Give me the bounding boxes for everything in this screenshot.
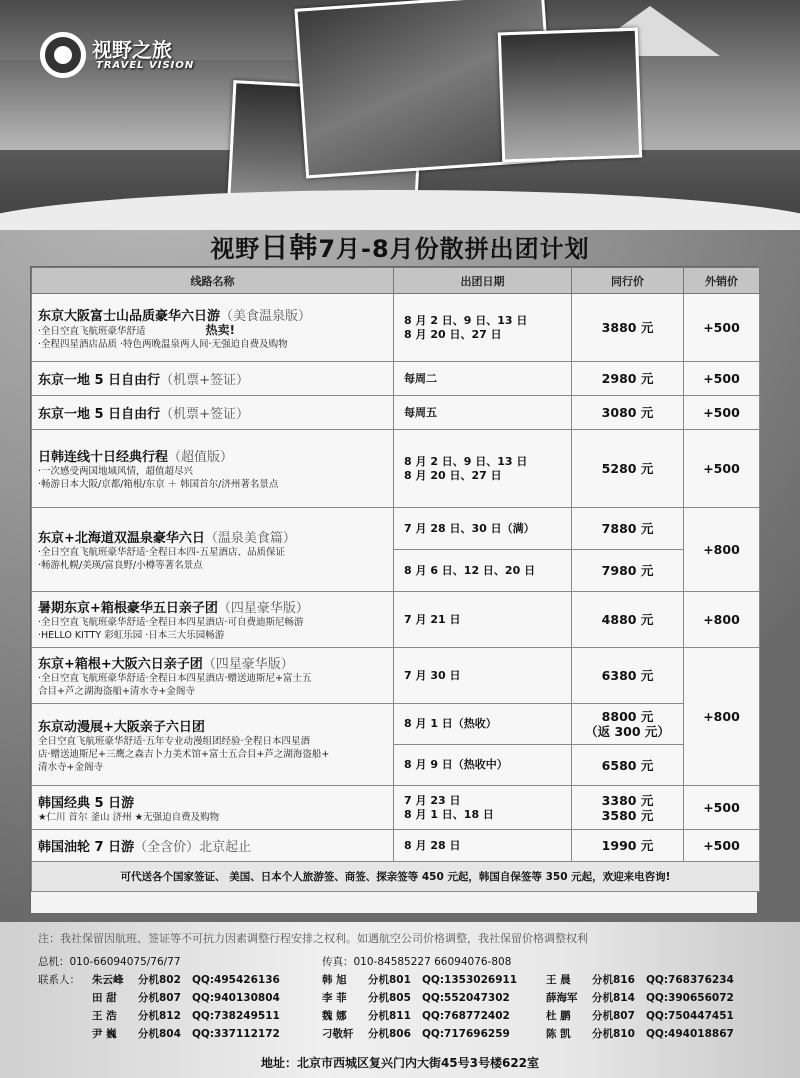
sell-price: +500: [684, 396, 760, 430]
date-cell-line: 8 月 20 日、27 日: [404, 327, 502, 341]
route-name: [38, 527, 387, 546]
table-row: [32, 396, 760, 430]
brand-name-cn: 视野之旅: [92, 38, 172, 62]
route-cell: [32, 830, 394, 862]
table-row: [32, 648, 760, 704]
route-subtitle: （美食温泉版）: [220, 308, 312, 324]
date-cell: [394, 830, 572, 862]
contact-qq: QQ:750447451: [646, 1010, 734, 1022]
price-cell-line: 3380 元: [601, 792, 654, 808]
route-name: [38, 716, 387, 735]
sell-price: +800: [684, 508, 760, 592]
contact-person: [546, 1026, 734, 1041]
notice-text: 注：我社保留因航班、签证等不可抗力因素调整行程安排之权利。如遇航空公司价格调整，我社保留价格调整权利: [38, 932, 588, 945]
route-subtitle: （机票+签证）: [160, 407, 250, 422]
contact-ext: 分机806: [368, 1028, 411, 1040]
date-cell-line: 8 月 6 日、12 日、20 日: [404, 563, 536, 577]
price-cell-line: 3880 元: [601, 320, 654, 335]
route-name: [38, 597, 387, 616]
price-cell-line: 6580 元: [601, 757, 654, 773]
route-title: 日韩连线十日经典行程: [38, 450, 169, 465]
price-cell-line: 3580 元: [601, 807, 654, 823]
contact-ext: 分机814: [592, 992, 635, 1004]
route-cell: [32, 648, 394, 704]
date-cell-line: 7 月 28 日、30 日（满）: [404, 521, 535, 535]
date-cell: [394, 508, 572, 550]
sell-price: +800: [684, 592, 760, 648]
date-cell: [394, 745, 572, 786]
header-date: 出团日期: [394, 268, 572, 294]
route-note: 清水寺+金阁寺: [38, 761, 103, 773]
contact-qq: QQ:768772402: [422, 1010, 510, 1022]
route-note: ·全日空直飞航班豪华舒适·全程日本四星酒店·可自费迪斯尼畅游: [38, 617, 304, 628]
route-cell: [32, 396, 394, 430]
route-cell: [32, 362, 394, 396]
date-cell-line: 8 月 2 日、9 日、13 日: [404, 454, 528, 468]
title-big: 日韩: [260, 231, 319, 264]
contact-name: 田 甜: [92, 992, 117, 1004]
contact-ext: 分机810: [592, 1028, 635, 1040]
route-cell: [32, 508, 394, 592]
contact-person: [546, 1008, 734, 1023]
route-cell: [32, 786, 394, 830]
contact-ext: 分机812: [138, 1010, 181, 1022]
date-cell: [394, 592, 572, 648]
contact-name: 尹 巍: [92, 1028, 117, 1040]
route-name: [38, 403, 387, 422]
route-note: ·畅游札幌/美瑛/富良野/小樽等著名景点: [38, 560, 203, 571]
contact-name: 杜 鹏: [546, 1010, 571, 1022]
route-name: [38, 369, 387, 388]
brand-logo: [40, 30, 210, 80]
contact-name: 王 晨: [546, 974, 571, 986]
price-cell-line: 4880 元: [601, 612, 654, 627]
contact-qq: QQ:494018867: [646, 1028, 734, 1040]
route-cell: [32, 294, 394, 362]
title-prefix: 视野: [210, 235, 261, 263]
header-route: 线路名称: [32, 268, 394, 294]
sell-price: +500: [684, 362, 760, 396]
price-cell: [572, 550, 684, 592]
route-title: 东京一地 5 日自由行: [38, 407, 161, 422]
date-cell-line: 8 月 9 日（热收中）: [404, 758, 508, 771]
contact-ext: 分机807: [592, 1010, 635, 1022]
route-title: 韩国油轮 7 日游: [38, 840, 135, 855]
contact-ext: 分机816: [592, 974, 635, 986]
table-row: [32, 430, 760, 508]
route-note: ·全日空直飞航班豪华舒适·全程日本四星酒店·赠送迪斯尼+富士五: [38, 673, 312, 684]
brand-name-en: TRAVEL VISION: [96, 60, 195, 71]
contact-qq: QQ:337112172: [192, 1028, 280, 1040]
schedule-table: [31, 267, 760, 892]
price-cell: [572, 396, 684, 430]
date-cell-line: 8 月 1 日（热收）: [404, 717, 497, 730]
contact-qq: QQ:495426136: [192, 974, 280, 986]
price-cell-line: 7880 元: [601, 521, 654, 536]
contact-ext: 分机807: [138, 992, 181, 1004]
contact-person: [546, 990, 734, 1005]
route-subtitle: （四星豪华版）: [202, 657, 294, 672]
contact-qq: QQ:940130804: [192, 992, 280, 1004]
route-name: [38, 653, 387, 672]
price-cell: [572, 704, 684, 745]
contact-ext: 分机805: [368, 992, 411, 1004]
sell-price: +500: [684, 294, 760, 362]
date-cell-line: 8 月 1 日、18 日: [404, 807, 494, 821]
price-cell-line: 3080 元: [601, 405, 654, 420]
visa-row: [32, 862, 760, 892]
contact-name: 薛海军: [546, 992, 578, 1004]
route-cell: [32, 704, 394, 786]
contact-person: [322, 990, 510, 1005]
route-subtitle: （四星豪华版）: [217, 601, 309, 616]
route-note: ·HELLO KITTY 彩虹乐园 ·日本三大乐园畅游: [38, 630, 225, 641]
route-title: 东京+北海道双温泉豪华六日: [38, 531, 205, 546]
date-cell: [394, 396, 572, 430]
contact-name: 朱云峰: [92, 974, 124, 986]
contact-qq: QQ:552047302: [422, 992, 510, 1004]
table-row: [32, 362, 760, 396]
price-cell: [572, 830, 684, 862]
date-cell-line: 7 月 30 日: [404, 668, 461, 682]
contact-ext: 分机811: [368, 1010, 411, 1022]
header-banner: [0, 0, 800, 230]
route-note: ·畅游日本大阪/京都/箱根/东京 ＋ 韩国首尔/济州著名景点: [38, 479, 279, 490]
contact-ext: 分机802: [138, 974, 181, 986]
route-note: ·一次感受两国地域风情，超值超尽兴: [38, 466, 194, 477]
route-title: 暑期东京+箱根豪华五日亲子团: [38, 601, 218, 616]
contact-name: 王 浩: [92, 1010, 117, 1022]
page-title: [0, 226, 800, 266]
sell-price: +800: [684, 648, 760, 786]
fax-number: 传真：010-84585227 66094076-808: [322, 956, 512, 968]
header-price: 同行价: [572, 268, 684, 294]
contact-person: [322, 972, 517, 987]
contact-qq: QQ:768376234: [646, 974, 734, 986]
contact-qq: QQ:390656072: [646, 992, 734, 1004]
route-note: ·全程四星酒店品质 ·特色两晚温泉两人间·无强迫自费及购物: [38, 338, 288, 350]
header-sell: 外销价: [684, 268, 760, 294]
table-row: [32, 294, 760, 362]
sell-price: +500: [684, 430, 760, 508]
contact-name: 魏 娜: [322, 1010, 347, 1022]
date-cell: [394, 362, 572, 396]
table-body: [32, 294, 760, 892]
date-cell-line: 7 月 23 日: [404, 793, 461, 807]
table-header-row: [32, 268, 760, 294]
price-cell-line: （返 300 元）: [585, 724, 670, 739]
address: 地址：北京市西城区复兴门内大街45号3号楼622室: [260, 1056, 540, 1070]
date-cell-line: 7 月 21 日: [404, 612, 461, 626]
route-note: ·全日空直飞航班豪华舒适·全程日本四-五星酒店、品质保证: [38, 547, 285, 558]
date-cell-line: 8 月 20 日、27 日: [404, 468, 502, 482]
contact-label: 联系人：: [38, 974, 80, 986]
contact-ext: 分机804: [138, 1028, 181, 1040]
date-cell-line: 8 月 2 日、9 日、13 日: [404, 313, 528, 327]
sell-price: +500: [684, 830, 760, 862]
contact-qq: QQ:1353026911: [422, 974, 518, 986]
date-cell: [394, 648, 572, 704]
route-name: [38, 446, 387, 465]
contact-qq: QQ:738249511: [192, 1010, 280, 1022]
date-cell: [394, 294, 572, 362]
route-note: ·全日空直飞航班豪华舒适 热卖!: [38, 322, 236, 337]
contact-name: 李 菲: [322, 992, 347, 1004]
route-subtitle: （全含价）北京起止: [134, 840, 252, 855]
route-subtitle: （温泉美食篇）: [204, 531, 296, 546]
price-cell: [572, 786, 684, 830]
contact-ext: 分机801: [368, 974, 411, 986]
route-title: 韩国经典 5 日游: [38, 795, 135, 811]
price-cell-line: 1990 元: [601, 838, 654, 853]
route-title: 东京+箱根+大阪六日亲子团: [38, 657, 203, 672]
route-cell: [32, 430, 394, 508]
route-note: 合目+芦之湖海盗船+清水寺+金阁寺: [38, 686, 195, 697]
price-cell-line: 2980 元: [601, 371, 654, 386]
price-cell: [572, 362, 684, 396]
date-cell: [394, 786, 572, 830]
price-cell-line: 7980 元: [601, 563, 654, 578]
table-row: [32, 704, 760, 745]
contact-person: [322, 1026, 510, 1041]
route-note: ★仁川 首尔 釜山 济州 ★无强迫自费及购物: [38, 811, 220, 823]
contact-person: [92, 990, 280, 1005]
route-note: 店·赠送迪斯尼+三鹰之森吉卜力美术馆+富士五合目+芦之湖海盗船+: [38, 748, 330, 760]
route-name: [38, 305, 387, 324]
table-row: [32, 830, 760, 862]
title-rest: 7月-8月份散拼出团计划: [318, 235, 590, 263]
contact-name: 陈 凯: [546, 1028, 571, 1040]
contact-person: [92, 1026, 280, 1041]
route-name: [38, 836, 387, 855]
table-row: [32, 508, 760, 550]
table-row: [32, 592, 760, 648]
hot-badge: 热卖!: [205, 322, 236, 337]
main-phone: 总机：010-66094075/76/77: [38, 956, 181, 968]
contact-qq: QQ:717696259: [422, 1028, 510, 1040]
route-title: 东京动漫展+大阪亲子六日团: [38, 719, 205, 735]
contact-person: [322, 1008, 510, 1023]
price-cell-line: 5280 元: [601, 461, 654, 476]
route-title: 东京大阪富士山品质豪华六日游: [38, 308, 221, 324]
date-cell-line: 8 月 28 日: [404, 838, 461, 852]
date-cell: [394, 430, 572, 508]
price-cell-line: 6380 元: [601, 668, 654, 683]
route-name: [38, 792, 387, 811]
route-title: 东京一地 5 日自由行: [38, 373, 161, 388]
contact-person: [546, 972, 734, 987]
price-cell: [572, 508, 684, 550]
sell-price: +500: [684, 786, 760, 830]
contact-person: [92, 1008, 280, 1023]
date-cell: [394, 704, 572, 745]
price-cell-line: 8800 元: [601, 709, 654, 724]
contact-person: [92, 972, 280, 987]
price-cell: [572, 745, 684, 786]
contact-name: 韩 旭: [322, 974, 347, 986]
price-cell: [572, 294, 684, 362]
gate-photo: [498, 28, 642, 163]
date-cell-line: 每周二: [404, 371, 437, 385]
table-row: [32, 786, 760, 830]
price-cell: [572, 592, 684, 648]
price-cell: [572, 430, 684, 508]
route-cell: [32, 592, 394, 648]
visa-note: 可代送各个国家签证、 美国、日本个人旅游签、商签、探亲签等 450 元起，韩国自保签等 350 元起，欢迎来电咨询!: [32, 862, 760, 892]
route-subtitle: （超值版）: [168, 450, 234, 465]
price-cell: [572, 648, 684, 704]
date-cell-line: 每周五: [404, 405, 437, 419]
schedule-table-wrap: [30, 266, 758, 914]
route-note: 全日空直飞航班豪华舒适·五年专业动漫组团经验·全程日本四星酒: [38, 735, 311, 747]
route-subtitle: （机票+签证）: [160, 373, 250, 388]
contact-name: 刁敬轩: [322, 1028, 354, 1040]
eye-logo-icon: [40, 32, 86, 78]
date-cell: [394, 550, 572, 592]
